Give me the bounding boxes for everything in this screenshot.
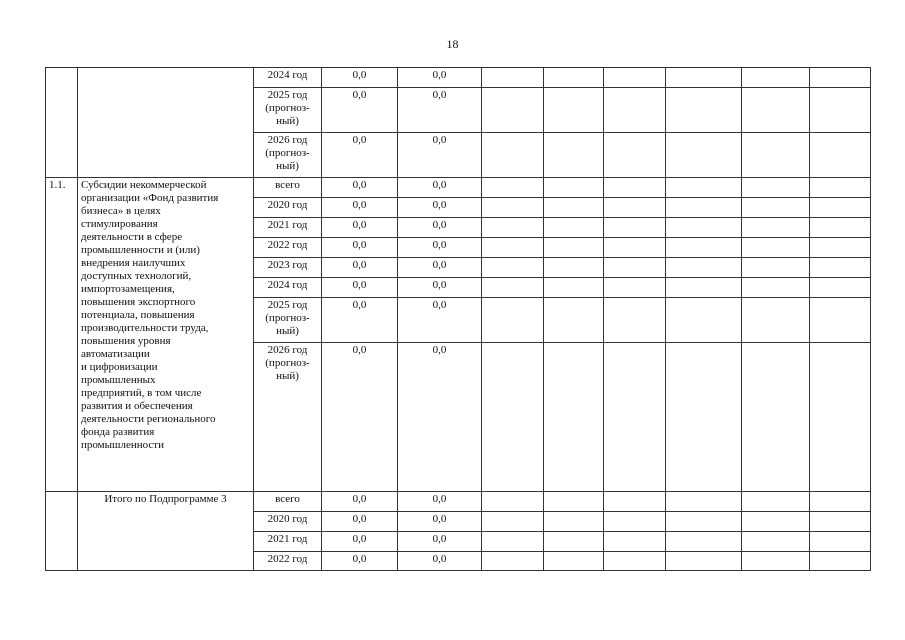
- empty-cell: [604, 178, 666, 198]
- empty-cell: [666, 492, 742, 512]
- empty-cell: [810, 278, 871, 298]
- budget-table: [45, 67, 871, 571]
- empty-cell: [482, 198, 544, 218]
- empty-cell: [742, 298, 810, 343]
- value-cell-budget: 0,0: [398, 298, 482, 343]
- empty-cell: [666, 532, 742, 552]
- empty-cell: [604, 88, 666, 133]
- empty-cell: [666, 258, 742, 278]
- empty-cell: [666, 178, 742, 198]
- empty-cell: [544, 218, 604, 238]
- empty-cell: [482, 492, 544, 512]
- empty-cell: [810, 88, 871, 133]
- empty-cell: [666, 512, 742, 532]
- empty-cell: [666, 298, 742, 343]
- page-number: 18: [446, 37, 459, 51]
- empty-cell: [604, 278, 666, 298]
- value-cell-budget: 0,0: [398, 68, 482, 88]
- empty-cell: [810, 198, 871, 218]
- value-cell-budget: 0,0: [398, 88, 482, 133]
- empty-cell: [544, 278, 604, 298]
- period-cell: 2022 год: [254, 238, 322, 258]
- row-number: [46, 68, 78, 178]
- empty-cell: [742, 218, 810, 238]
- empty-cell: [482, 258, 544, 278]
- empty-cell: [810, 238, 871, 258]
- value-cell-budget: 0,0: [398, 178, 482, 198]
- empty-cell: [810, 512, 871, 532]
- empty-cell: [666, 343, 742, 492]
- empty-cell: [810, 343, 871, 492]
- empty-cell: [742, 198, 810, 218]
- value-cell-budget: 0,0: [398, 552, 482, 571]
- empty-cell: [482, 343, 544, 492]
- empty-cell: [604, 133, 666, 178]
- empty-cell: [742, 238, 810, 258]
- empty-cell: [544, 552, 604, 571]
- empty-cell: [482, 88, 544, 133]
- empty-cell: [482, 68, 544, 88]
- empty-cell: [604, 512, 666, 532]
- empty-cell: [742, 278, 810, 298]
- value-cell-total: 0,0: [322, 218, 398, 238]
- empty-cell: [742, 88, 810, 133]
- value-cell-budget: 0,0: [398, 278, 482, 298]
- value-cell-total: 0,0: [322, 198, 398, 218]
- empty-cell: [604, 258, 666, 278]
- value-cell-total: 0,0: [322, 258, 398, 278]
- period-cell: 2020 год: [254, 512, 322, 532]
- empty-cell: [604, 532, 666, 552]
- empty-cell: [482, 298, 544, 343]
- empty-cell: [482, 218, 544, 238]
- value-cell-budget: 0,0: [398, 512, 482, 532]
- empty-cell: [544, 258, 604, 278]
- empty-cell: [742, 552, 810, 571]
- value-cell-total: 0,0: [322, 492, 398, 512]
- empty-cell: [666, 88, 742, 133]
- row-number: 1.1.: [46, 178, 78, 492]
- value-cell-total: 0,0: [322, 512, 398, 532]
- empty-cell: [810, 552, 871, 571]
- empty-cell: [666, 238, 742, 258]
- empty-cell: [544, 133, 604, 178]
- period-cell: 2025 год (прогноз- ный): [254, 298, 322, 343]
- empty-cell: [604, 238, 666, 258]
- table-row: [46, 178, 871, 198]
- value-cell-total: 0,0: [322, 178, 398, 198]
- period-cell: 2024 год: [254, 68, 322, 88]
- period-cell: всего: [254, 178, 322, 198]
- period-cell: всего: [254, 492, 322, 512]
- value-cell-total: 0,0: [322, 88, 398, 133]
- empty-cell: [666, 552, 742, 571]
- empty-cell: [810, 133, 871, 178]
- empty-cell: [544, 298, 604, 343]
- value-cell-total: 0,0: [322, 343, 398, 492]
- value-cell-budget: 0,0: [398, 492, 482, 512]
- table-row: [46, 68, 871, 88]
- empty-cell: [482, 133, 544, 178]
- empty-cell: [742, 532, 810, 552]
- empty-cell: [544, 88, 604, 133]
- empty-cell: [666, 68, 742, 88]
- empty-cell: [604, 492, 666, 512]
- value-cell-budget: 0,0: [398, 532, 482, 552]
- value-cell-total: 0,0: [322, 278, 398, 298]
- period-cell: 2022 год: [254, 552, 322, 571]
- empty-cell: [742, 178, 810, 198]
- empty-cell: [482, 238, 544, 258]
- empty-cell: [604, 343, 666, 492]
- measure-name: Субсидии некоммерческой организации «Фонд развития бизнеса» в целях стимулирования деятельности в сфере промышленности и (или) внедрения наилучших доступных технологий, импортозамещения, повышения экспортного потенциала, повышения производительности труда, повышения уровня автоматизации и цифровизации промышленных предприятий, в том числе развития и обеспечения деятельности регионального фонда развития промышленности: [78, 178, 254, 492]
- empty-cell: [810, 492, 871, 512]
- empty-cell: [810, 178, 871, 198]
- empty-cell: [544, 198, 604, 218]
- subprogram-total-label: Итого по Подпрограмме 3: [78, 492, 254, 571]
- empty-cell: [482, 178, 544, 198]
- period-cell: 2023 год: [254, 258, 322, 278]
- empty-cell: [544, 343, 604, 492]
- empty-cell: [810, 68, 871, 88]
- value-cell-budget: 0,0: [398, 133, 482, 178]
- empty-cell: [742, 133, 810, 178]
- value-cell-total: 0,0: [322, 552, 398, 571]
- row-number: [46, 492, 78, 571]
- empty-cell: [604, 552, 666, 571]
- empty-cell: [742, 258, 810, 278]
- period-cell: 2025 год (прогноз- ный): [254, 88, 322, 133]
- empty-cell: [482, 278, 544, 298]
- empty-cell: [810, 218, 871, 238]
- empty-cell: [544, 532, 604, 552]
- empty-cell: [544, 178, 604, 198]
- period-cell: 2021 год: [254, 532, 322, 552]
- measure-name: [78, 68, 254, 178]
- empty-cell: [666, 218, 742, 238]
- empty-cell: [742, 512, 810, 532]
- period-cell: 2026 год (прогноз- ный): [254, 133, 322, 178]
- value-cell-budget: 0,0: [398, 343, 482, 492]
- empty-cell: [810, 258, 871, 278]
- value-cell-total: 0,0: [322, 68, 398, 88]
- empty-cell: [742, 68, 810, 88]
- value-cell-total: 0,0: [322, 133, 398, 178]
- empty-cell: [482, 552, 544, 571]
- period-cell: 2024 год: [254, 278, 322, 298]
- empty-cell: [604, 218, 666, 238]
- empty-cell: [482, 532, 544, 552]
- value-cell-budget: 0,0: [398, 198, 482, 218]
- value-cell-total: 0,0: [322, 532, 398, 552]
- empty-cell: [544, 492, 604, 512]
- empty-cell: [666, 278, 742, 298]
- empty-cell: [810, 298, 871, 343]
- empty-cell: [544, 238, 604, 258]
- value-cell-budget: 0,0: [398, 238, 482, 258]
- value-cell-total: 0,0: [322, 238, 398, 258]
- period-cell: 2021 год: [254, 218, 322, 238]
- empty-cell: [604, 298, 666, 343]
- value-cell-total: 0,0: [322, 298, 398, 343]
- empty-cell: [666, 198, 742, 218]
- empty-cell: [742, 492, 810, 512]
- empty-cell: [810, 532, 871, 552]
- empty-cell: [604, 68, 666, 88]
- value-cell-budget: 0,0: [398, 258, 482, 278]
- period-cell: 2026 год (прогноз- ный): [254, 343, 322, 492]
- empty-cell: [544, 68, 604, 88]
- period-cell: 2020 год: [254, 198, 322, 218]
- empty-cell: [604, 198, 666, 218]
- empty-cell: [544, 512, 604, 532]
- empty-cell: [742, 343, 810, 492]
- value-cell-budget: 0,0: [398, 218, 482, 238]
- table-row: [46, 492, 871, 512]
- empty-cell: [666, 133, 742, 178]
- empty-cell: [482, 512, 544, 532]
